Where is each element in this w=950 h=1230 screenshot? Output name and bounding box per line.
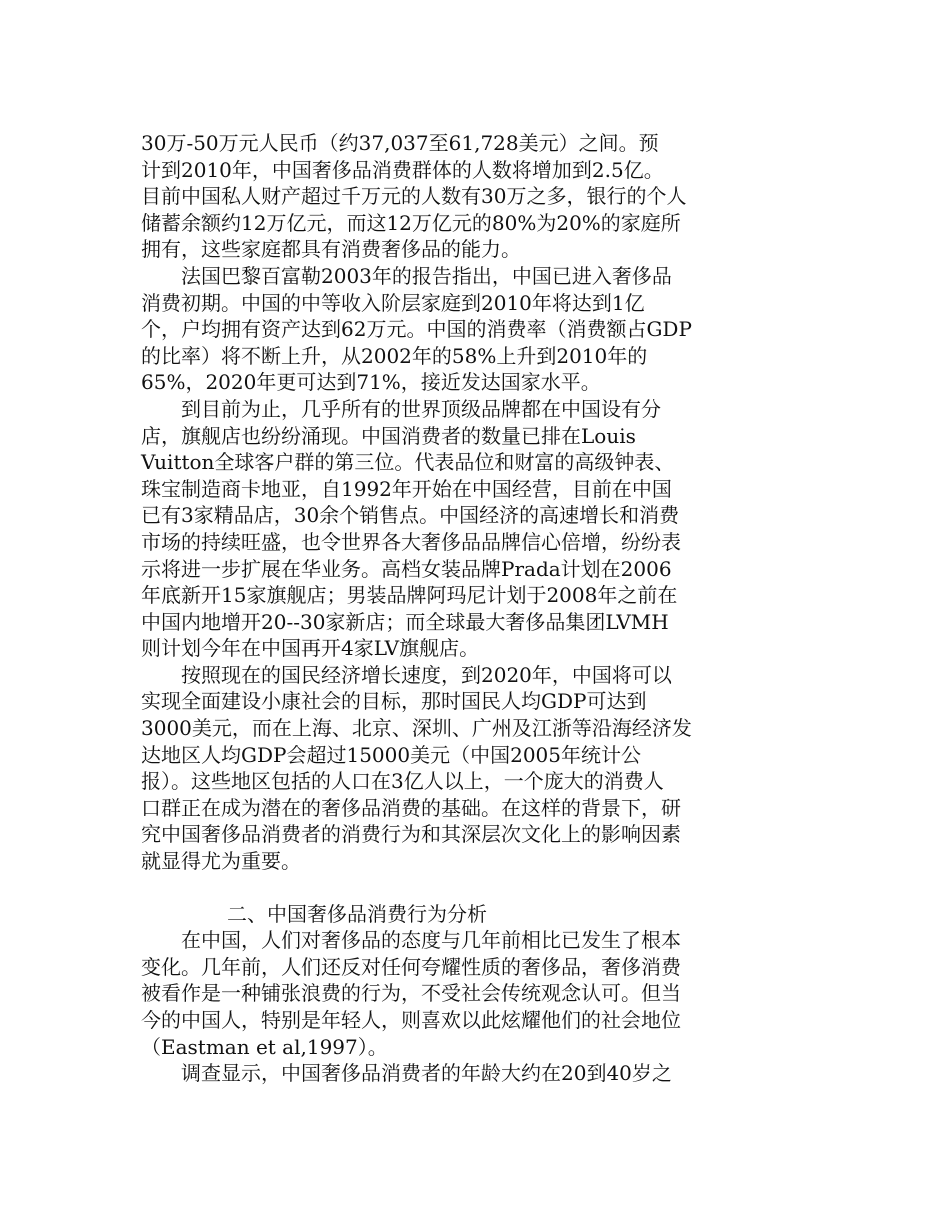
- paragraph: [141, 1060, 751, 1087]
- text-line: 今的中国人，特别是年轻人，则喜欢以此炫耀他们的社会地位: [141, 1008, 681, 1032]
- text-line: （Eastman et al,1997）。: [141, 1034, 388, 1059]
- text-line: 已有3家精品店，30余个销售点。中国经济的高速增长和消费: [141, 503, 680, 528]
- text-line: 就显得尤为重要。: [141, 849, 301, 874]
- body-text-after-heading: [141, 927, 751, 1087]
- text-line: 65%，2020年更可达到71%，接近发达国家水平。: [141, 370, 601, 395]
- text-line: 目前中国私人财产超过千万元的人数有30万之多，银行的个人: [141, 184, 687, 209]
- text-line: 拥有，这些家庭都具有消费奢侈品的能力。: [141, 237, 521, 262]
- text-line: 市场的持续旺盛，也令世界各大奢侈品品牌信心倍增，纷纷表: [141, 529, 681, 554]
- text-line: 实现全面建设小康社会的目标，那时国民人均GDP可达到: [141, 689, 647, 714]
- text-line: 个，户均拥有资产达到62万元。中国的消费率（消费额占GDP: [141, 317, 692, 342]
- text-line: 被看作是一种铺张浪费的行为，不受社会传统观念认可。但当: [141, 981, 681, 1006]
- text-line: 调查显示，中国奢侈品消费者的年龄大约在20到40岁之: [141, 1061, 672, 1086]
- text-line: 消费初期。中国的中等收入阶层家庭到2010年将达到1亿: [141, 290, 645, 315]
- paragraph: [141, 662, 751, 875]
- text-line: 中国内地增开20--30家新店；而全球最大奢侈品集团LVMH: [141, 609, 669, 634]
- section-heading: 二、中国奢侈品消费行为分析: [227, 901, 487, 926]
- text-line: 的比率）将不断上升，从2002年的58%上升到2010年的: [141, 343, 648, 368]
- text-line: 则计划今年在中国再开4家LV旗舰店。: [141, 636, 480, 661]
- text-line: 在中国，人们对奢侈品的态度与几年前相比已发生了根本: [141, 928, 681, 953]
- text-line: 3000美元，而在上海、北京、深圳、广州及江浙等沿海经济发: [141, 716, 692, 741]
- text-line: 按照现在的国民经济增长速度，到2020年，中国将可以: [141, 662, 672, 687]
- text-line: 店，旗舰店也纷纷涌现。中国消费者的数量已排在Louis: [141, 423, 636, 448]
- text-line: 到目前为止，几乎所有的世界顶级品牌都在中国设有分: [141, 396, 661, 421]
- text-line: 达地区人均GDP会超过15000美元（中国2005年统计公: [141, 742, 641, 767]
- body-text-before-heading: [141, 130, 751, 875]
- text-line: 究中国奢侈品消费者的消费行为和其深层次文化上的影响因素: [141, 822, 681, 847]
- text-line: 口群正在成为潜在的奢侈品消费的基础。在这样的背景下，研: [141, 795, 681, 820]
- text-line: 计到2010年，中国奢侈品消费群体的人数将增加到2.5亿。: [141, 157, 664, 182]
- text-line: 储蓄余额约12万亿元，而这12万亿元的80%为20%的家庭所: [141, 210, 681, 235]
- text-line: 报）。这些地区包括的人口在3亿人以上，一个庞大的消费人: [141, 769, 664, 794]
- spacer: [141, 875, 751, 901]
- paragraph: [141, 396, 751, 662]
- paragraph: [141, 927, 751, 1060]
- text-line: 变化。几年前，人们还反对任何夸耀性质的奢侈品，奢侈消费: [141, 954, 681, 979]
- paragraph: [141, 130, 751, 263]
- text-line: Vuitton全球客户群的第三位。代表品位和财富的高级钟表、: [141, 450, 675, 475]
- text-line: 法国巴黎百富勒2003年的报告指出，中国已进入奢侈品: [141, 263, 672, 288]
- text-line: 年底新开15家旗舰店；男装品牌阿玛尼计划于2008年之前在: [141, 583, 678, 608]
- document-page: [141, 130, 751, 1087]
- text-line: 30万-50万元人民币（约37,037至61,728美元）之间。预: [141, 131, 659, 155]
- text-line: 示将进一步扩展在华业务。高档女装品牌Prada计划在2006: [141, 556, 672, 581]
- paragraph: [141, 263, 751, 396]
- text-line: 珠宝制造商卡地亚，自1992年开始在中国经营，目前在中国: [141, 476, 672, 501]
